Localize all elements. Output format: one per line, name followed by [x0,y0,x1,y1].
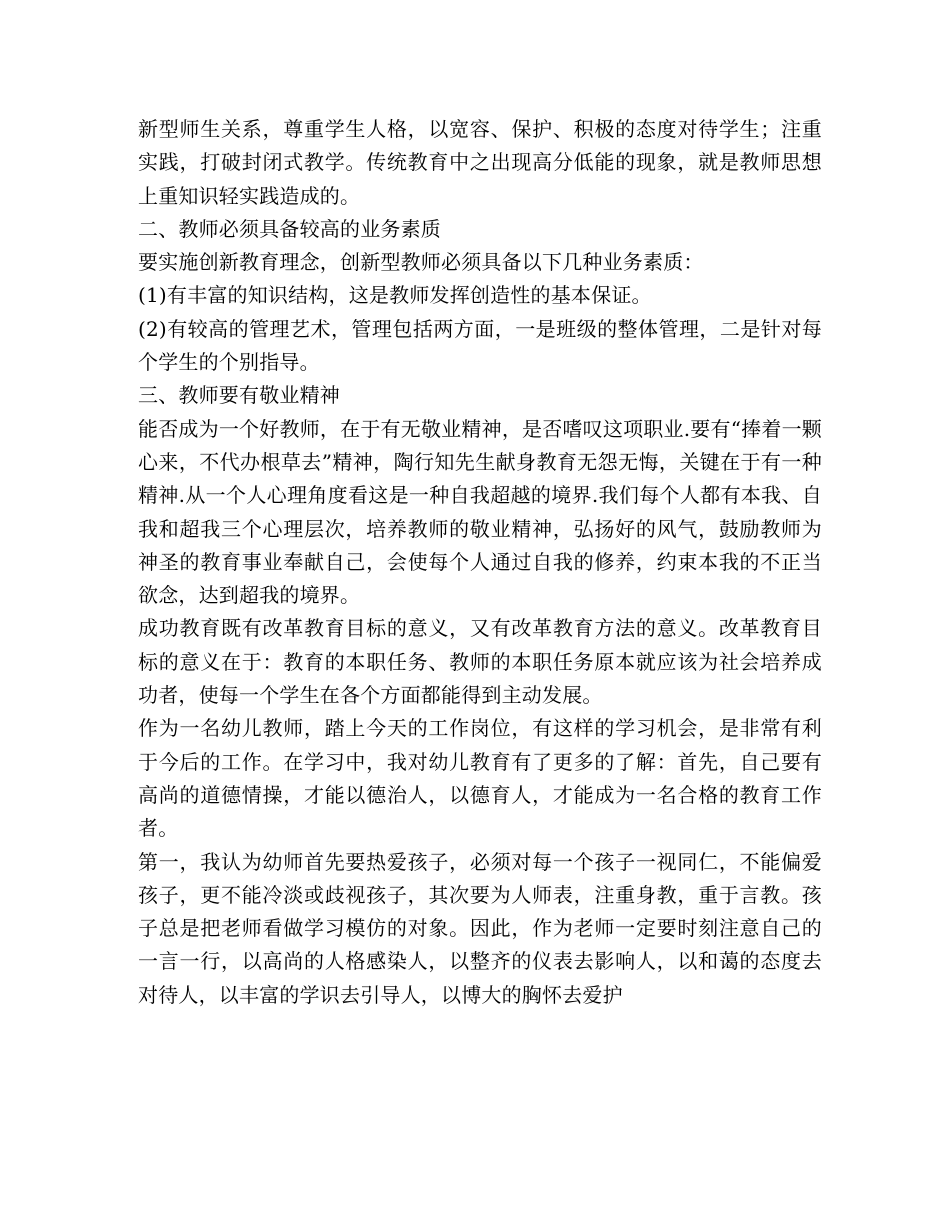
paragraph-1: 新型师生关系，尊重学生人格，以宽容、保护、积极的态度对待学生；注重实践，打破封闭式教学。传统教育中之出现高分低能的现象，就是教师思想上重知识轻实践造成的。 [138,117,822,208]
paragraph-8: 成功教育既有改革教育目标的意义，又有改革教育方法的意义。改革教育目标的意义在于：教育的本职任务、教师的本职任务原本就应该为社会培养成功者，使每一个学生在各个方面都能得到主动发展。 [138,616,822,708]
paragraph-9: 作为一名幼儿教师，踏上今天的工作岗位，有这样的学习机会，是非常有利于今后的工作。在学习中，我对幼儿教育有了更多的了解：首先，自己要有高尚的道德情操，才能以德治人，以德育人，才能成为一名合格的教育工作者。 [138,716,822,841]
paragraph-7: 能否成为一个好教师，在于有无敬业精神，是否嗜叹这项职业.要有“捧着一颗心来，不代办根草去”精神，陶行知先生献身教育无怨无悔，关键在于有一种精神.从一个人心理角度看这是一种自我超越的境界.我们每个人都有本我、自我和超我三个心理层次，培养教师的敬业精神，弘扬好的风气，鼓励教师为神圣的教育事业奉献自己，会使每个人通过自我的修养，约束本我的不正当欲念，达到超我的境界。 [138,416,822,608]
paragraph-10: 第一，我认为幼师首先要热爱孩子，必须对每一个孩子一视同仁，不能偏爱孩子，更不能冷淡或歧视孩子，其次要为人师表，注重身教，重于言教。孩子总是把老师看做学习模仿的对象。因此，作为老师一定要时刻注意自己的一言一行，以高尚的人格感染人，以整齐的仪表去影响人，以和蔼的态度去对待人，以丰富的学识去引导人，以博大的胸怀去爱护 [138,849,822,1007]
paragraph-3: 要实施创新教育理念，创新型教师必须具备以下几种业务素质： [138,250,704,275]
list-item-2: (2)有较高的管理艺术，管理包括两方面，一是班级的整体管理，二是针对每个学生的个别指导。 [138,316,822,375]
section-heading-3: 三、教师要有敬业精神 [138,383,340,408]
document-body [138,113,822,1012]
section-heading-2: 二、教师必须具备较高的业务素质 [138,216,441,241]
list-item-1: (1)有丰富的知识结构，这是教师发挥创造性的基本保证。 [138,283,652,308]
